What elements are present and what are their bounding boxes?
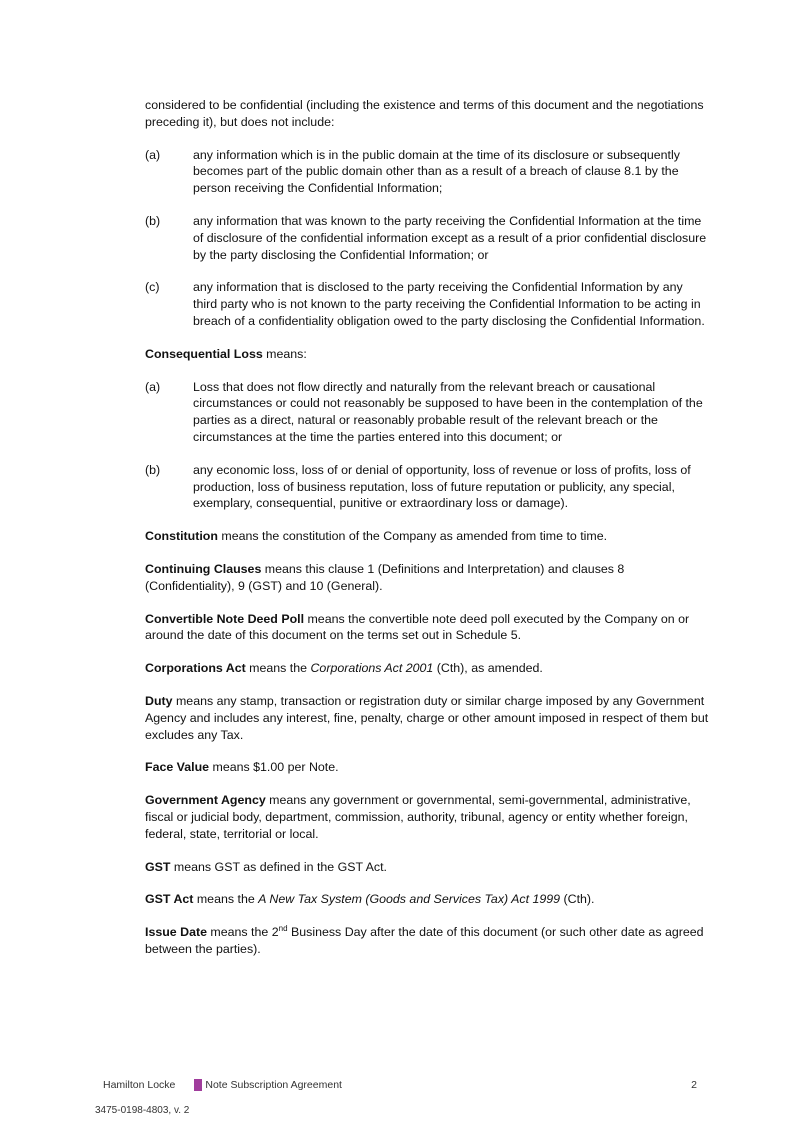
page-number: 2 xyxy=(691,1079,697,1091)
defined-term: GST xyxy=(145,859,171,874)
item-label: (a) xyxy=(145,147,161,162)
definition-text: means the convertible note deed poll executed by the Company on or around the date of this document on the terms set out in Schedule 5. xyxy=(145,611,690,643)
ordinal-suffix: nd xyxy=(278,923,288,933)
definition-text: Business Day after the date of this document (or such other date as agreed between the parties). xyxy=(145,925,704,956)
defined-term: Duty xyxy=(145,693,173,708)
definition-text: means GST as defined in the GST Act. xyxy=(170,859,387,874)
definition-corporations-act xyxy=(145,660,710,677)
definition-duty xyxy=(145,693,710,743)
item-text: any information which is in the public domain at the time of its disclosure or subsequently becomes part of the public domain other than as a result of a breach of clause 8.1 by the person receiving the Confidential Information; xyxy=(193,147,680,196)
defined-term: Issue Date xyxy=(145,925,207,940)
consequential-loss-item-b xyxy=(145,462,710,512)
definition-continuing-clauses xyxy=(145,561,710,595)
definition-text: means any stamp, transaction or registration duty or similar charge imposed by any Government Agency and includes any interest, fine, penalty, charge or other amount imposed in respect of them but excludes any Tax. xyxy=(145,693,709,742)
footer-color-marker-icon xyxy=(194,1079,202,1091)
defined-term: Consequential Loss xyxy=(145,346,263,361)
item-label: (b) xyxy=(145,213,161,228)
defined-term: Convertible Note Deed Poll xyxy=(145,611,305,626)
definition-text: means $1.00 per Note. xyxy=(209,760,339,775)
footer-firm-name: Hamilton Locke xyxy=(103,1079,176,1091)
defined-term: Government Agency xyxy=(145,793,266,808)
definition-constitution xyxy=(145,528,710,545)
consequential-loss-item-a xyxy=(145,379,710,446)
definition-text: means the constitution of the Company as amended from time to time. xyxy=(217,529,608,544)
item-label: (a) xyxy=(145,379,161,394)
definition-government-agency xyxy=(145,792,710,842)
confidential-exclusion-c xyxy=(145,279,710,329)
item-text: any information that is disclosed to the party receiving the Confidential Information by any third party who is not known to the party receiving the Confidential Information to be acting in breach of a confidentiality obligation owed to the party disclosing the Confidential Information. xyxy=(193,280,705,328)
confidential-info-continued: considered to be confidential (including the existence and terms of this document and the negotiations preceding it), but does not include: xyxy=(145,98,704,129)
item-label: (b) xyxy=(145,462,161,477)
definition-gst xyxy=(145,859,710,876)
document-id: 3475-0198-4803, v. 2 xyxy=(95,1105,190,1116)
item-label: (c) xyxy=(145,280,160,295)
item-text: any information that was known to the party receiving the Confidential Information at the time of disclosure of the confidential information except as a result of a prior confidential disclosure by the party disclosing the Confidential Information; or xyxy=(193,213,707,262)
definition-text: means any government or governmental, semi-governmental, administrative, fiscal or judicial body, department, commission, authority, tribunal, agency or entity whether foreign, federal, state, territorial or local. xyxy=(145,793,691,841)
definition-issue-date xyxy=(145,924,710,958)
definition-text: means the 2 xyxy=(206,925,279,940)
definition-text: means this clause 1 (Definitions and Interpretation) and clauses 8 (Confidentiality), 9 (GST) and 10 (General). xyxy=(145,561,625,593)
definition-text: means the xyxy=(245,661,311,676)
act-title: Corporations Act 2001 xyxy=(310,661,434,676)
act-title: A New Tax System (Goods and Services Tax) Act 1999 xyxy=(258,892,561,907)
defined-term: Face Value xyxy=(145,760,210,775)
definition-text: (Cth). xyxy=(560,892,595,907)
definition-text: means: xyxy=(262,346,307,361)
definition-gst-act xyxy=(145,891,710,908)
definition-text: (Cth), as amended. xyxy=(433,661,543,676)
definition-convertible-note-deed-poll xyxy=(145,611,710,645)
definition-text: means the xyxy=(193,892,259,907)
definition-consequential-loss xyxy=(145,346,710,363)
defined-term: Continuing Clauses xyxy=(145,561,262,576)
document-body xyxy=(145,97,710,974)
confidential-exclusion-b xyxy=(145,213,710,263)
defined-term: Corporations Act xyxy=(145,661,246,676)
item-text: any economic loss, loss of or denial of opportunity, loss of revenue or loss of profits, loss of production, loss of business reputation, loss of future reputation or publicity, any special, exemplary, consequential, punitive or extraordinary loss or damage). xyxy=(193,462,691,511)
footer-document-title: Note Subscription Agreement xyxy=(205,1079,342,1091)
item-text: Loss that does not flow directly and naturally from the relevant breach or causational circumstances or could not reasonably be supposed to have been in the contemplation of the parties as a direct, natural or reasonably probable result of the relevant breach or the circumstances at the time the parties entered into this document; or xyxy=(193,379,703,444)
confidential-exclusion-a xyxy=(145,147,710,197)
defined-term: Constitution xyxy=(145,529,218,544)
definition-face-value xyxy=(145,759,710,776)
defined-term: GST Act xyxy=(145,892,194,907)
page-footer xyxy=(103,1079,697,1091)
